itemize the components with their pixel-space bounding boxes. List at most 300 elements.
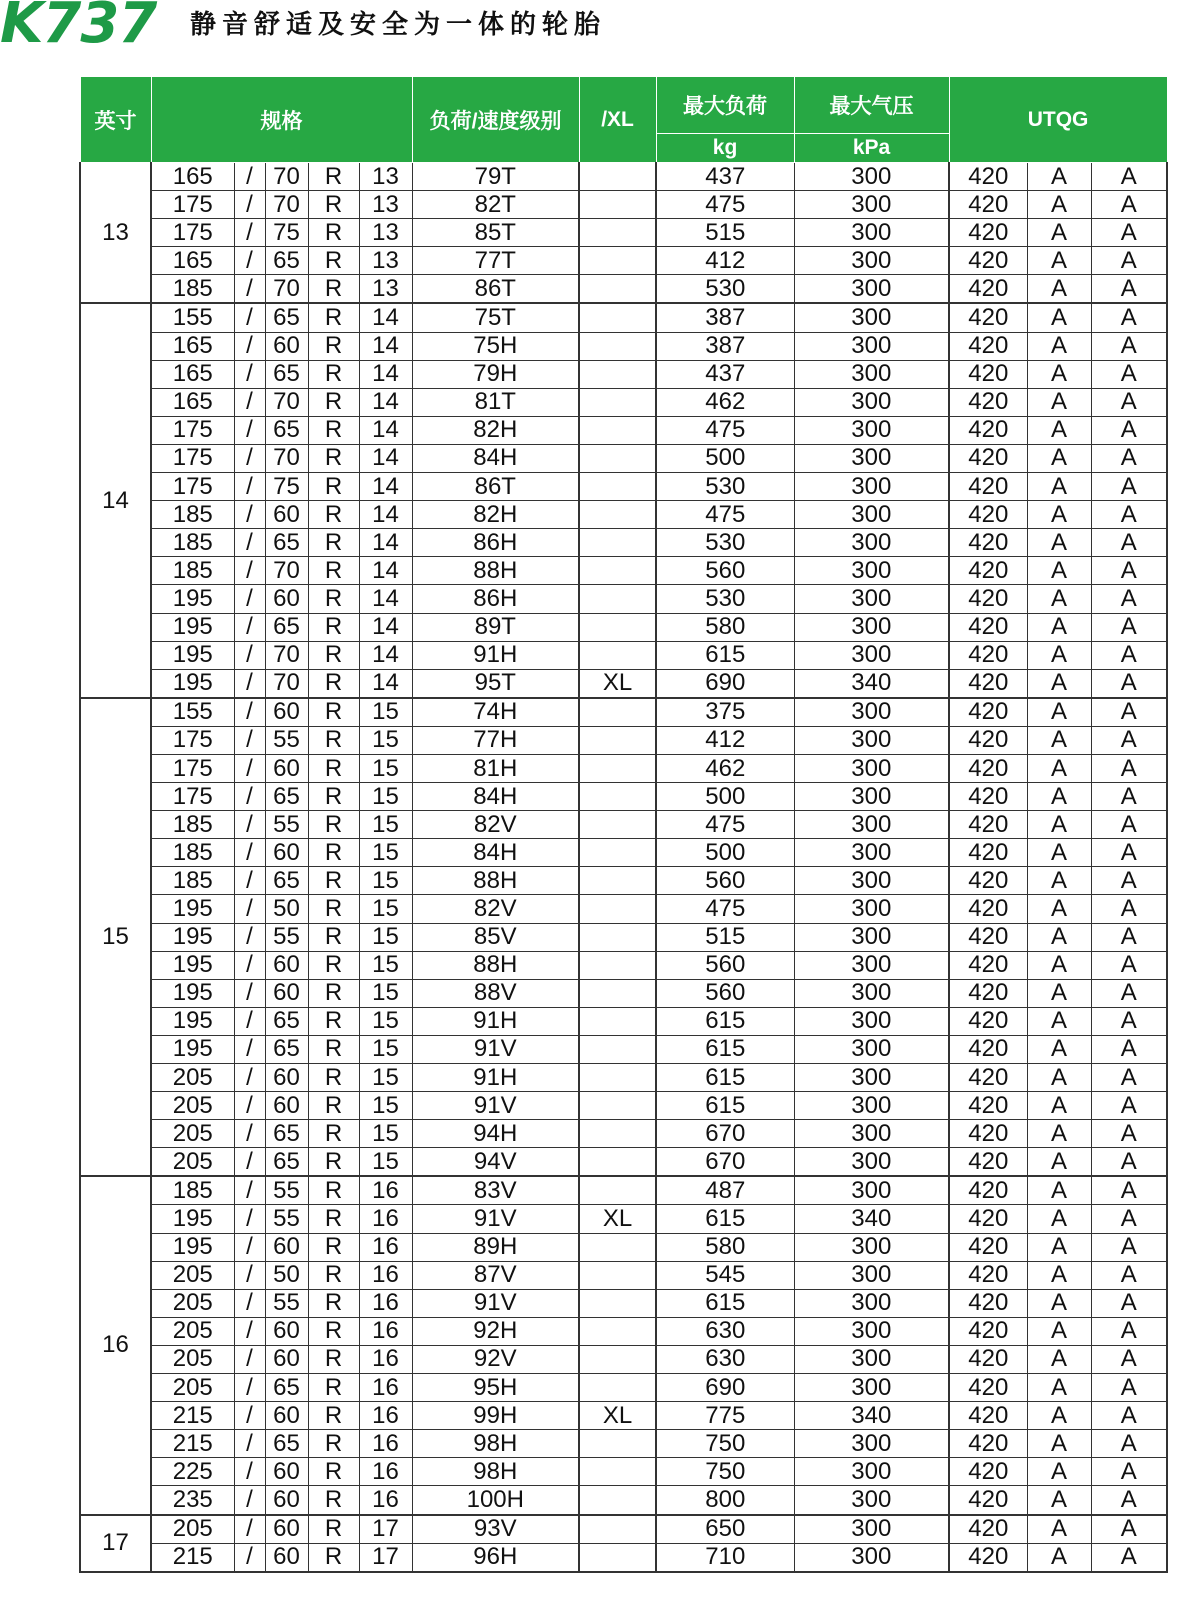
slash: / <box>234 303 265 332</box>
utqg-traction: A <box>1027 726 1091 754</box>
max-pressure-value: 300 <box>794 641 949 669</box>
max-load-value: 530 <box>656 529 794 557</box>
rim-diameter: 16 <box>359 1374 412 1402</box>
slash: / <box>234 1317 265 1345</box>
tire-width: 205 <box>151 1317 234 1345</box>
max-load-value: 500 <box>656 839 794 867</box>
max-load-value: 800 <box>656 1486 794 1515</box>
table-row <box>80 529 1167 557</box>
header-load-speed: 负荷/速度级别 <box>412 77 579 163</box>
slash: / <box>234 1120 265 1148</box>
aspect-ratio: 60 <box>265 501 308 529</box>
slash: / <box>234 332 265 360</box>
tire-width: 195 <box>151 895 234 923</box>
table-row <box>80 669 1167 698</box>
construction: R <box>308 754 359 782</box>
max-pressure-value: 340 <box>794 1402 949 1430</box>
load-speed-index: 91H <box>412 641 579 669</box>
construction: R <box>308 303 359 332</box>
construction: R <box>308 501 359 529</box>
inch-group-label: 13 <box>80 163 151 304</box>
aspect-ratio: 60 <box>265 698 308 727</box>
load-speed-index: 93V <box>412 1515 579 1544</box>
load-speed-index: 86H <box>412 529 579 557</box>
utqg-treadwear: 420 <box>949 1261 1027 1289</box>
utqg-treadwear: 420 <box>949 303 1027 332</box>
table-row <box>80 1035 1167 1063</box>
utqg-temperature: A <box>1091 1430 1167 1458</box>
load-speed-index: 81T <box>412 388 579 416</box>
utqg-traction: A <box>1027 979 1091 1007</box>
utqg-temperature: A <box>1091 163 1167 191</box>
utqg-temperature: A <box>1091 1515 1167 1544</box>
utqg-traction: A <box>1027 332 1091 360</box>
max-load-value: 375 <box>656 698 794 727</box>
inch-group-label: 17 <box>80 1515 151 1572</box>
utqg-traction: A <box>1027 1374 1091 1402</box>
utqg-traction: A <box>1027 275 1091 304</box>
load-speed-index: 79T <box>412 163 579 191</box>
xl-flag <box>579 895 656 923</box>
utqg-treadwear: 420 <box>949 1233 1027 1261</box>
aspect-ratio: 60 <box>265 332 308 360</box>
construction: R <box>308 1007 359 1035</box>
load-speed-index: 86T <box>412 473 579 501</box>
utqg-treadwear: 420 <box>949 529 1027 557</box>
slash: / <box>234 1515 265 1544</box>
max-load-value: 615 <box>656 1064 794 1092</box>
rim-diameter: 16 <box>359 1261 412 1289</box>
construction: R <box>308 163 359 191</box>
table-row <box>80 1120 1167 1148</box>
construction: R <box>308 1261 359 1289</box>
construction: R <box>308 1402 359 1430</box>
slash: / <box>234 1345 265 1373</box>
rim-diameter: 14 <box>359 388 412 416</box>
max-pressure-value: 300 <box>794 698 949 727</box>
load-speed-index: 83V <box>412 1176 579 1205</box>
utqg-treadwear: 420 <box>949 388 1027 416</box>
utqg-traction: A <box>1027 1486 1091 1515</box>
load-speed-index: 99H <box>412 1402 579 1430</box>
utqg-treadwear: 420 <box>949 613 1027 641</box>
max-pressure-value: 300 <box>794 529 949 557</box>
table-row <box>80 698 1167 727</box>
load-speed-index: 85V <box>412 923 579 951</box>
load-speed-index: 91H <box>412 1007 579 1035</box>
tire-width: 235 <box>151 1486 234 1515</box>
xl-flag <box>579 1289 656 1317</box>
xl-flag <box>579 275 656 304</box>
xl-flag <box>579 332 656 360</box>
max-load-value: 580 <box>656 1233 794 1261</box>
xl-flag <box>579 1092 656 1120</box>
xl-flag: XL <box>579 669 656 698</box>
rim-diameter: 14 <box>359 613 412 641</box>
table-row <box>80 1261 1167 1289</box>
rim-diameter: 17 <box>359 1515 412 1544</box>
tire-width: 215 <box>151 1430 234 1458</box>
rim-diameter: 14 <box>359 669 412 698</box>
aspect-ratio: 60 <box>265 1064 308 1092</box>
utqg-treadwear: 420 <box>949 247 1027 275</box>
xl-flag <box>579 1345 656 1373</box>
utqg-treadwear: 420 <box>949 416 1027 444</box>
max-load-value: 515 <box>656 923 794 951</box>
max-load-value: 630 <box>656 1317 794 1345</box>
utqg-treadwear: 420 <box>949 641 1027 669</box>
construction: R <box>308 669 359 698</box>
utqg-treadwear: 420 <box>949 726 1027 754</box>
xl-flag <box>579 613 656 641</box>
utqg-temperature: A <box>1091 1458 1167 1486</box>
slash: / <box>234 641 265 669</box>
utqg-traction: A <box>1027 698 1091 727</box>
utqg-temperature: A <box>1091 1543 1167 1572</box>
max-load-value: 750 <box>656 1430 794 1458</box>
utqg-temperature: A <box>1091 895 1167 923</box>
slash: / <box>234 726 265 754</box>
rim-diameter: 15 <box>359 839 412 867</box>
max-pressure-value: 300 <box>794 1289 949 1317</box>
table-row <box>80 783 1167 811</box>
load-speed-index: 88V <box>412 979 579 1007</box>
max-load-value: 650 <box>656 1515 794 1544</box>
utqg-treadwear: 420 <box>949 1289 1027 1317</box>
aspect-ratio: 65 <box>265 867 308 895</box>
tire-width: 195 <box>151 669 234 698</box>
slash: / <box>234 783 265 811</box>
max-load-value: 580 <box>656 613 794 641</box>
load-speed-index: 91H <box>412 1064 579 1092</box>
aspect-ratio: 70 <box>265 163 308 191</box>
construction: R <box>308 275 359 304</box>
max-load-value: 475 <box>656 895 794 923</box>
xl-flag <box>579 163 656 191</box>
slash: / <box>234 1035 265 1063</box>
xl-flag <box>579 1261 656 1289</box>
utqg-temperature: A <box>1091 783 1167 811</box>
max-pressure-value: 300 <box>794 839 949 867</box>
tire-width: 165 <box>151 163 234 191</box>
max-pressure-value: 300 <box>794 1007 949 1035</box>
xl-flag <box>579 473 656 501</box>
load-speed-index: 82H <box>412 416 579 444</box>
utqg-temperature: A <box>1091 951 1167 979</box>
load-speed-index: 94H <box>412 1120 579 1148</box>
aspect-ratio: 65 <box>265 1374 308 1402</box>
aspect-ratio: 60 <box>265 1233 308 1261</box>
xl-flag <box>579 1317 656 1345</box>
utqg-temperature: A <box>1091 444 1167 472</box>
rim-diameter: 15 <box>359 951 412 979</box>
rim-diameter: 15 <box>359 979 412 1007</box>
slash: / <box>234 529 265 557</box>
utqg-temperature: A <box>1091 698 1167 727</box>
max-pressure-value: 300 <box>794 303 949 332</box>
aspect-ratio: 50 <box>265 1261 308 1289</box>
construction: R <box>308 1458 359 1486</box>
utqg-traction: A <box>1027 585 1091 613</box>
rim-diameter: 15 <box>359 895 412 923</box>
aspect-ratio: 60 <box>265 1317 308 1345</box>
xl-flag <box>579 726 656 754</box>
max-pressure-value: 300 <box>794 473 949 501</box>
rim-diameter: 15 <box>359 811 412 839</box>
aspect-ratio: 65 <box>265 1120 308 1148</box>
slash: / <box>234 1261 265 1289</box>
header-utqg: UTQG <box>949 77 1167 163</box>
xl-flag <box>579 1515 656 1544</box>
rim-diameter: 13 <box>359 163 412 191</box>
utqg-treadwear: 420 <box>949 275 1027 304</box>
rim-diameter: 15 <box>359 726 412 754</box>
tire-width: 205 <box>151 1345 234 1373</box>
aspect-ratio: 75 <box>265 219 308 247</box>
header-xl: /XL <box>579 77 656 163</box>
utqg-treadwear: 420 <box>949 979 1027 1007</box>
rim-diameter: 14 <box>359 416 412 444</box>
table-row <box>80 754 1167 782</box>
table-row <box>80 1064 1167 1092</box>
slash: / <box>234 585 265 613</box>
tire-width: 205 <box>151 1120 234 1148</box>
slash: / <box>234 247 265 275</box>
xl-flag <box>579 979 656 1007</box>
utqg-treadwear: 420 <box>949 473 1027 501</box>
utqg-traction: A <box>1027 1402 1091 1430</box>
rim-diameter: 16 <box>359 1486 412 1515</box>
utqg-traction: A <box>1027 1261 1091 1289</box>
slash: / <box>234 388 265 416</box>
tire-width: 175 <box>151 754 234 782</box>
construction: R <box>308 1064 359 1092</box>
rim-diameter: 16 <box>359 1205 412 1233</box>
construction: R <box>308 416 359 444</box>
aspect-ratio: 60 <box>265 1515 308 1544</box>
xl-flag <box>579 867 656 895</box>
aspect-ratio: 65 <box>265 783 308 811</box>
rim-diameter: 15 <box>359 1148 412 1177</box>
utqg-treadwear: 420 <box>949 839 1027 867</box>
load-speed-index: 95H <box>412 1374 579 1402</box>
construction: R <box>308 1430 359 1458</box>
max-pressure-value: 300 <box>794 332 949 360</box>
max-pressure-value: 300 <box>794 219 949 247</box>
utqg-traction: A <box>1027 1007 1091 1035</box>
xl-flag <box>579 1543 656 1572</box>
rim-diameter: 15 <box>359 698 412 727</box>
table-row <box>80 1486 1167 1515</box>
aspect-ratio: 50 <box>265 895 308 923</box>
utqg-treadwear: 420 <box>949 1007 1027 1035</box>
tire-width: 175 <box>151 416 234 444</box>
tire-width: 225 <box>151 1458 234 1486</box>
table-row <box>80 585 1167 613</box>
utqg-temperature: A <box>1091 1374 1167 1402</box>
header-max-load: 最大负荷 <box>656 77 794 134</box>
rim-diameter: 14 <box>359 444 412 472</box>
tire-width: 205 <box>151 1374 234 1402</box>
tire-width: 185 <box>151 501 234 529</box>
slash: / <box>234 839 265 867</box>
tire-width: 185 <box>151 839 234 867</box>
load-speed-index: 89T <box>412 613 579 641</box>
max-pressure-value: 300 <box>794 444 949 472</box>
max-pressure-value: 300 <box>794 754 949 782</box>
tire-width: 205 <box>151 1148 234 1177</box>
max-pressure-value: 300 <box>794 811 949 839</box>
slash: / <box>234 501 265 529</box>
tire-width: 205 <box>151 1064 234 1092</box>
max-load-value: 560 <box>656 979 794 1007</box>
construction: R <box>308 247 359 275</box>
construction: R <box>308 1035 359 1063</box>
header-max-load-unit: kg <box>656 134 794 163</box>
slash: / <box>234 1064 265 1092</box>
aspect-ratio: 70 <box>265 444 308 472</box>
slash: / <box>234 669 265 698</box>
xl-flag <box>579 1120 656 1148</box>
load-speed-index: 85T <box>412 219 579 247</box>
table-row <box>80 951 1167 979</box>
max-load-value: 515 <box>656 219 794 247</box>
rim-diameter: 17 <box>359 1543 412 1572</box>
utqg-treadwear: 420 <box>949 444 1027 472</box>
utqg-treadwear: 420 <box>949 1543 1027 1572</box>
table-row <box>80 1233 1167 1261</box>
rim-diameter: 13 <box>359 247 412 275</box>
slash: / <box>234 191 265 219</box>
table-row <box>80 473 1167 501</box>
load-speed-index: 98H <box>412 1458 579 1486</box>
rim-diameter: 14 <box>359 585 412 613</box>
aspect-ratio: 65 <box>265 1148 308 1177</box>
rim-diameter: 14 <box>359 501 412 529</box>
load-speed-index: 79H <box>412 360 579 388</box>
construction: R <box>308 1233 359 1261</box>
max-pressure-value: 300 <box>794 163 949 191</box>
utqg-traction: A <box>1027 867 1091 895</box>
xl-flag <box>579 1430 656 1458</box>
table-row <box>80 557 1167 585</box>
aspect-ratio: 65 <box>265 1007 308 1035</box>
max-load-value: 560 <box>656 867 794 895</box>
max-pressure-value: 300 <box>794 1374 949 1402</box>
utqg-treadwear: 420 <box>949 951 1027 979</box>
aspect-ratio: 60 <box>265 839 308 867</box>
xl-flag <box>579 501 656 529</box>
load-speed-index: 77T <box>412 247 579 275</box>
utqg-traction: A <box>1027 1120 1091 1148</box>
utqg-temperature: A <box>1091 360 1167 388</box>
load-speed-index: 95T <box>412 669 579 698</box>
table-row <box>80 191 1167 219</box>
aspect-ratio: 65 <box>265 1035 308 1063</box>
slash: / <box>234 1092 265 1120</box>
utqg-traction: A <box>1027 1515 1091 1544</box>
utqg-treadwear: 420 <box>949 698 1027 727</box>
table-row <box>80 1007 1167 1035</box>
utqg-treadwear: 420 <box>949 669 1027 698</box>
aspect-ratio: 65 <box>265 613 308 641</box>
table-row <box>80 1430 1167 1458</box>
table-row <box>80 895 1167 923</box>
inch-group-label: 16 <box>80 1176 151 1514</box>
aspect-ratio: 70 <box>265 557 308 585</box>
tire-width: 215 <box>151 1402 234 1430</box>
utqg-temperature: A <box>1091 1176 1167 1205</box>
construction: R <box>308 473 359 501</box>
utqg-traction: A <box>1027 501 1091 529</box>
tire-width: 185 <box>151 867 234 895</box>
rim-diameter: 13 <box>359 219 412 247</box>
rim-diameter: 14 <box>359 473 412 501</box>
utqg-treadwear: 420 <box>949 585 1027 613</box>
construction: R <box>308 557 359 585</box>
slash: / <box>234 275 265 304</box>
rim-diameter: 16 <box>359 1289 412 1317</box>
max-pressure-value: 300 <box>794 1092 949 1120</box>
utqg-traction: A <box>1027 1543 1091 1572</box>
load-speed-index: 82V <box>412 811 579 839</box>
rim-diameter: 16 <box>359 1430 412 1458</box>
page-header <box>0 0 1200 60</box>
max-pressure-value: 300 <box>794 1515 949 1544</box>
load-speed-index: 84H <box>412 839 579 867</box>
max-pressure-value: 300 <box>794 360 949 388</box>
utqg-treadwear: 420 <box>949 1515 1027 1544</box>
max-load-value: 560 <box>656 951 794 979</box>
max-load-value: 690 <box>656 1374 794 1402</box>
slash: / <box>234 754 265 782</box>
utqg-traction: A <box>1027 557 1091 585</box>
slash: / <box>234 473 265 501</box>
rim-diameter: 15 <box>359 1035 412 1063</box>
utqg-temperature: A <box>1091 275 1167 304</box>
construction: R <box>308 613 359 641</box>
utqg-traction: A <box>1027 1430 1091 1458</box>
xl-flag <box>579 191 656 219</box>
load-speed-index: 82V <box>412 895 579 923</box>
max-pressure-value: 300 <box>794 923 949 951</box>
utqg-treadwear: 420 <box>949 1430 1027 1458</box>
max-pressure-value: 300 <box>794 247 949 275</box>
xl-flag: XL <box>579 1402 656 1430</box>
load-speed-index: 81H <box>412 754 579 782</box>
aspect-ratio: 60 <box>265 1486 308 1515</box>
tire-width: 185 <box>151 811 234 839</box>
construction: R <box>308 1289 359 1317</box>
slash: / <box>234 557 265 585</box>
header-spec: 规格 <box>151 77 412 163</box>
construction: R <box>308 1092 359 1120</box>
max-load-value: 475 <box>656 811 794 839</box>
table-row <box>80 275 1167 304</box>
utqg-treadwear: 420 <box>949 1064 1027 1092</box>
tire-width: 195 <box>151 1205 234 1233</box>
rim-diameter: 15 <box>359 1092 412 1120</box>
xl-flag <box>579 444 656 472</box>
table-row <box>80 416 1167 444</box>
max-load-value: 545 <box>656 1261 794 1289</box>
utqg-traction: A <box>1027 613 1091 641</box>
max-load-value: 615 <box>656 1289 794 1317</box>
construction: R <box>308 1486 359 1515</box>
load-speed-index: 84H <box>412 444 579 472</box>
utqg-treadwear: 420 <box>949 1035 1027 1063</box>
model-name: K737 <box>0 0 157 56</box>
